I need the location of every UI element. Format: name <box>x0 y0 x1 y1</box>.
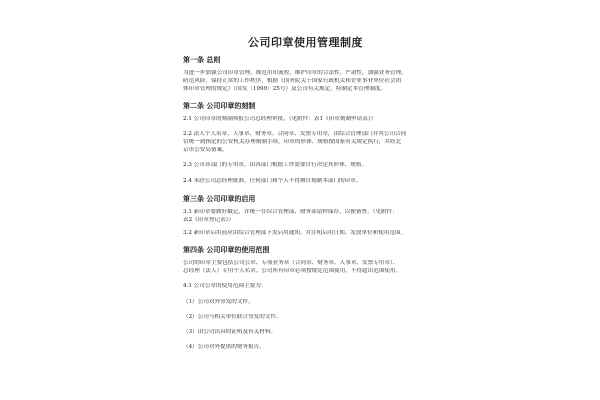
list-item <box>183 329 428 337</box>
document-page <box>183 0 428 400</box>
paragraph <box>183 230 428 238</box>
text-line: （3）由公司出具的证明及有关材料。 <box>183 329 277 335</box>
text-line: 2.1 公司印章的刻制须报公司总经理审批。（见附件：表1《印章刻制申请表》） <box>183 116 377 122</box>
text-line: （1）公司对外签发的文件。 <box>183 299 254 305</box>
text-line: 京市公安局备案。 <box>183 146 228 153</box>
text-line: 总经理（法人）专用个人名章。公司所有印章必须按规定范围使用，不得超出范围使用。 <box>183 267 402 274</box>
list-item <box>183 344 428 352</box>
paragraph <box>183 260 428 276</box>
paragraph <box>183 70 428 93</box>
paragraph <box>183 131 428 154</box>
text-line: 4.1 公司公章的使用范围主要为： <box>183 283 267 289</box>
list-item <box>183 299 428 307</box>
section-heading: 第一条 总则 <box>183 55 221 64</box>
paragraph <box>183 283 428 291</box>
text-line: 2.2 法人个人名章、人事章、财务章、合同章、发票专用章，由综合管理部门并其公司合同 <box>183 131 407 137</box>
paragraph <box>183 209 428 225</box>
paragraph <box>183 116 428 124</box>
document-title: 公司印章使用管理制度 <box>248 36 363 49</box>
text-line: 为进一步加强公司印章管理，规范用印流程，维护印章的合法性、严肃性，加强业务管理， <box>183 70 407 76</box>
text-line: 信统一到指定的公安机关办理刻制手续，印章的形体、规格按国家有关规定执行，并经北 <box>183 138 402 145</box>
list-item <box>183 314 428 322</box>
text-line: 防范风险，保持正常的工作秩序，根据《国务院关于国家行政机关和企业事业单位社会团 <box>183 77 402 84</box>
text-line: （2）公司与相关单位联合签发的文件。 <box>183 314 282 320</box>
section-heading: 第二条 公司印章的刻制 <box>183 101 256 110</box>
text-line: 体印章管理的规定》（国发〔1999〕25号）及公司有关规定，特制定本管理制度。 <box>183 85 387 92</box>
text-line: 公司的印章主要包括公司公章、专项业务章（合同章、财务章、人事章、发票专用章）、 <box>183 260 399 266</box>
paragraph <box>183 162 428 170</box>
text-line: 2.3 公司各部门的专用章，由各部门根据工作需要自行决定其形体、规格。 <box>183 162 368 168</box>
text-line: 3.2 新印章启用前应由综合管理部下发启用通知，并注明启用日期、发放单位和使用范围。 <box>183 230 407 236</box>
paragraph <box>183 178 428 186</box>
text-line: 3.1 新印章要做好戳记，并统一在综合管理部、财务部留样保存，以便备查。（见附件： <box>183 209 398 215</box>
text-line: 表2《印章登记表》） <box>183 216 235 223</box>
text-line: 2.4 未经公司总经理批准，任何部门和个人不得擅自刻制本部门的印章。 <box>183 178 362 184</box>
section-heading: 第四条 公司印章的使用范围 <box>183 245 270 254</box>
text-line: （4）公司对外提供的财务报告。 <box>183 344 265 350</box>
section-heading: 第三条 公司印章的启用 <box>183 194 256 203</box>
